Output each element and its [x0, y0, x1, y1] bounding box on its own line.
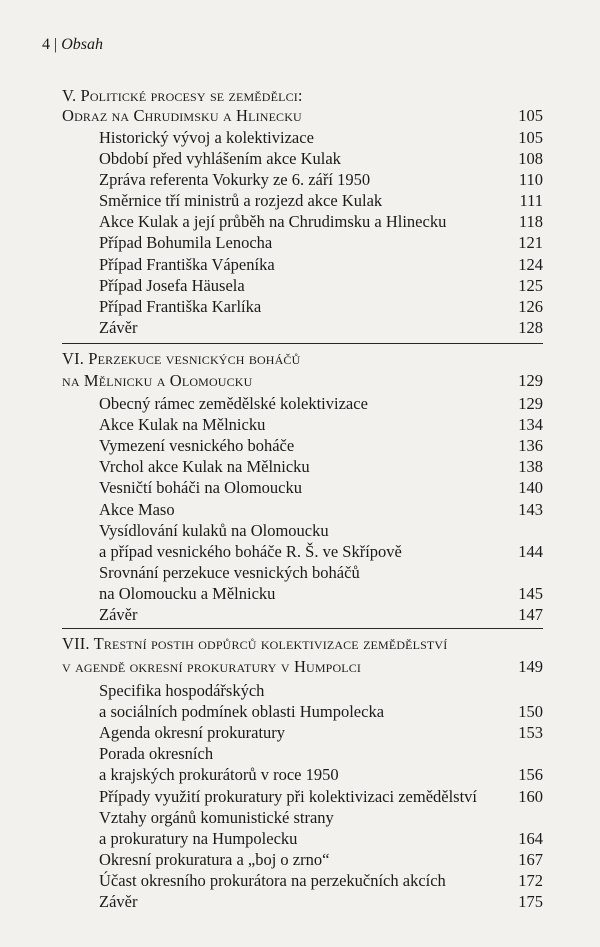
toc-entry-line: Závěr: [99, 605, 138, 624]
toc-entry-page-number: 143: [518, 500, 543, 519]
toc-entry-page-number: 145: [518, 584, 543, 603]
chapter-title-line: V. Politické procesy se zemědělci:: [62, 86, 303, 105]
toc-entry-page-number: 160: [518, 787, 543, 806]
toc-entry-line: Zpráva referenta Vokurky ze 6. září 1950: [99, 170, 371, 189]
chapter-title-line: VII. Trestní postih odpůrců kolektivizace zemědělství: [62, 634, 448, 653]
toc-entry-line: a případ vesnického boháče R. Š. ve Skřípově: [99, 542, 402, 561]
toc-entry-line: Vrchol akce Kulak na Mělnicku: [99, 457, 310, 476]
toc-entry-line: Případ Josefa Häusela: [99, 276, 245, 295]
header-title: Obsah: [61, 36, 103, 53]
toc-entry-page-number: 175: [518, 892, 543, 911]
toc-entry-page-number: 153: [518, 723, 543, 742]
toc-entry-page-number: 140: [518, 478, 543, 497]
chapter-title-line: na Mělnicku a Olomoucku: [62, 371, 253, 390]
toc-entry-page-number: 118: [518, 212, 543, 231]
toc-entry-line: Vysídlování kulaků na Olomoucku: [99, 521, 329, 540]
toc-entry-line: Historický vývoj a kolektivizace: [99, 128, 314, 147]
toc-entry-line: Specifika hospodářských: [99, 681, 265, 700]
toc-entry-line: a krajských prokurátorů v roce 1950: [99, 765, 339, 784]
toc-entry-line: Vztahy orgánů komunistické strany: [99, 808, 334, 827]
toc-entry-line: Vymezení vesnického boháče: [99, 436, 295, 455]
toc-entry-page-number: 121: [518, 233, 543, 252]
toc-entry-page-number: 164: [518, 829, 543, 848]
chapter-page-number: 149: [518, 657, 543, 676]
section-divider: [62, 343, 543, 344]
toc-entry-line: Agenda okresní prokuratury: [99, 723, 286, 742]
toc-entry-line: Případ Bohumila Lenocha: [99, 233, 273, 252]
running-header: [42, 36, 103, 54]
toc-entry-line: Akce Kulak na Mělnicku: [99, 415, 266, 434]
chapter-page-number: 105: [518, 106, 543, 125]
toc-entry-line: Srovnání perzekuce vesnických boháčů: [99, 563, 360, 582]
chapter-title-line: v agendě okresní prokuratury v Humpolci: [62, 657, 362, 676]
toc-entry-page-number: 125: [518, 276, 543, 295]
toc-entry-line: Závěr: [99, 318, 138, 337]
header-page-number: 4: [42, 36, 50, 53]
toc-entry-page-number: 129: [518, 394, 543, 413]
chapter-title-line: VI. Perzekuce vesnických boháčů: [62, 349, 301, 368]
toc-entry-line: Akce Maso: [99, 500, 175, 519]
toc-entry-line: Případ Františka Karlíka: [99, 297, 262, 316]
toc-entry-line: Akce Kulak a její průběh na Chrudimsku a Hlinecku: [99, 212, 447, 231]
toc-entry-page-number: 105: [518, 128, 543, 147]
toc-entry-line: Směrnice tří ministrů a rozjezd akce Kulak: [99, 191, 383, 210]
toc-entry-line: Případy využití prokuratury při kolektivizaci zemědělství: [99, 787, 478, 806]
toc-entry-page-number: 111: [519, 191, 543, 210]
chapter-page-number: 129: [518, 371, 543, 390]
toc-entry-line: Okresní prokuratura a „boj o zrno“: [99, 850, 330, 869]
toc-entry-page-number: 136: [518, 436, 543, 455]
toc-entry-page-number: 134: [518, 415, 543, 434]
toc-entry-line: a prokuratury na Humpolecku: [99, 829, 298, 848]
toc-entry-line: Období před vyhlášením akce Kulak: [99, 149, 341, 168]
toc-entry-line: Vesničtí boháči na Olomoucku: [99, 478, 302, 497]
toc-entry-page-number: 172: [518, 871, 543, 890]
toc-entry-line: na Olomoucku a Mělnicku: [99, 584, 276, 603]
toc-entry-line: Případ Františka Vápeníka: [99, 255, 275, 274]
toc-entry-page-number: 156: [518, 765, 543, 784]
section-divider: [62, 628, 543, 629]
toc-entry-page-number: 150: [518, 702, 543, 721]
toc-entry-line: Obecný rámec zemědělské kolektivizace: [99, 394, 368, 413]
toc-entry-page-number: 124: [518, 255, 543, 274]
toc-entry-line: Účast okresního prokurátora na perzekučních akcích: [99, 871, 446, 890]
chapter-title-line: Odraz na Chrudimsku a Hlinecku: [62, 106, 302, 125]
toc-entry-page-number: 167: [518, 850, 543, 869]
toc-entry-page-number: 128: [518, 318, 543, 337]
toc-entry-line: Závěr: [99, 892, 138, 911]
toc-entry-page-number: 144: [518, 542, 543, 561]
toc-entry-page-number: 138: [518, 457, 543, 476]
toc-entry-page-number: 147: [518, 605, 543, 624]
toc-entry-page-number: 110: [518, 170, 543, 189]
toc-entry-page-number: 108: [518, 149, 543, 168]
toc-entry-page-number: 126: [518, 297, 543, 316]
toc-entry-line: a sociálních podmínek oblasti Humpolecka: [99, 702, 385, 721]
toc-entry-line: Porada okresních: [99, 744, 214, 763]
header-separator: |: [54, 36, 58, 53]
